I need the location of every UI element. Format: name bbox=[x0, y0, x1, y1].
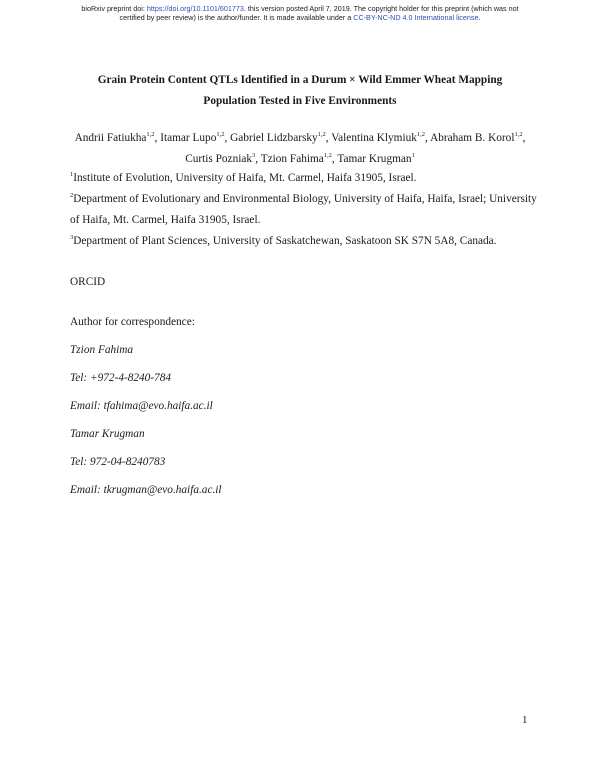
author: Andrii Fatiukha$^{1,2}$, bbox=[74, 131, 161, 144]
correspondent-name-1: Tzion Fahima bbox=[70, 344, 134, 356]
header-line-2: certified by peer review) is the author/funder. It is made available under a CC-BY-NC-ND 4.0 International license. bbox=[119, 13, 481, 22]
orcid-label: ORCID bbox=[70, 276, 106, 288]
correspondence-label: Author for correspondence: bbox=[70, 316, 195, 328]
correspondent-name-2: Tamar Krugman bbox=[70, 428, 145, 440]
correspondent-email-2[interactable]: Email: tkrugman@evo.haifa.ac.il bbox=[70, 484, 222, 496]
header-line-1: bioRxiv preprint doi: https://doi.org/10.1101/601773. this version posted April 7, 2019. The copyright holder for this preprint (which was not bbox=[81, 4, 519, 13]
author: Abraham B. Korol$^{1,2}$, bbox=[430, 131, 526, 144]
author-list bbox=[70, 128, 530, 170]
correspondent-email-1[interactable]: Email: tfahima@evo.haifa.ac.il bbox=[70, 400, 213, 412]
preprint-header bbox=[40, 4, 560, 22]
correspondent-tel-2: Tel: 972-04-8240783 bbox=[70, 456, 166, 468]
correspondent-tel-1: Tel: +972-4-8240-784 bbox=[70, 372, 172, 384]
license-link[interactable]: CC-BY-NC-ND 4.0 International license bbox=[353, 13, 479, 22]
author: Tamar Krugman$^1$ bbox=[337, 152, 415, 165]
affiliation-2: $^2$Department of Evolutionary and Environmental Biology, University of Haifa, Haifa, Israel; University of Haifa, Mt. Carmel, Haifa 31905, Israel. bbox=[70, 192, 537, 226]
page-number: 1 bbox=[522, 714, 528, 726]
author: Itamar Lupo$^{1,2}$, bbox=[160, 131, 231, 144]
author: Gabriel Lidzbarsky$^{1,2}$, bbox=[230, 131, 332, 144]
author: Valentina Klymiuk$^{1,2}$, bbox=[331, 131, 431, 144]
doi-link[interactable]: https://doi.org/10.1101/601773 bbox=[146, 4, 244, 13]
author: Curtis Pozniak$^3$, bbox=[185, 152, 261, 165]
paper-title: Grain Protein Content QTLs Identified in a Durum × Wild Emmer Wheat Mapping Population Tested in Five Environments bbox=[97, 74, 503, 107]
author: Tzion Fahima$^{1,2}$, bbox=[260, 152, 338, 165]
affiliation-3: $^3$Department of Plant Sciences, University of Saskatchewan, Saskatoon SK S7N 5A8, Canada. bbox=[70, 234, 497, 247]
affiliation-1: $^1$Institute of Evolution, University of Haifa, Mt. Carmel, Haifa 31905, Israel. bbox=[70, 171, 417, 184]
